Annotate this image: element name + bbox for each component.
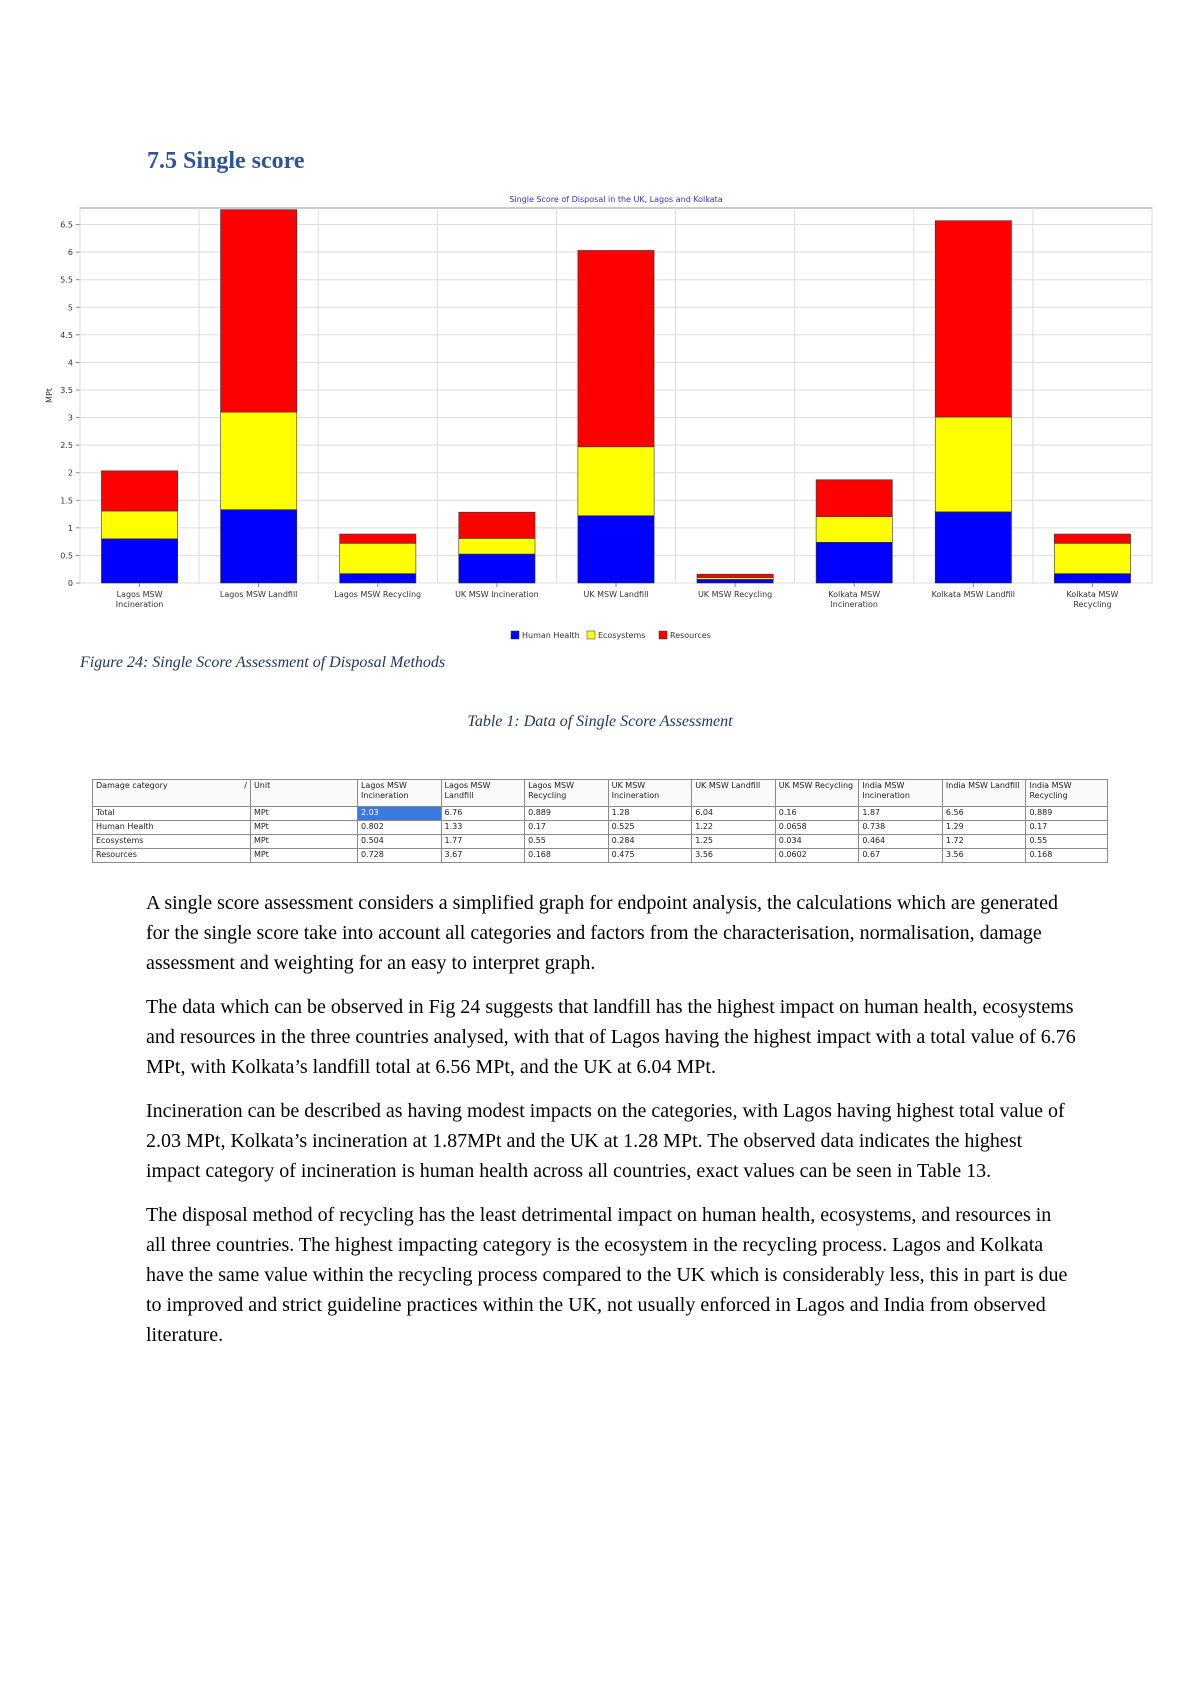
y-tick-label: 5 xyxy=(67,303,73,313)
table-row[interactable] xyxy=(93,835,1108,849)
table-cell[interactable]: 0.802 xyxy=(357,821,441,835)
x-tick-label: Incineration xyxy=(115,600,164,609)
table-cell[interactable]: 0.034 xyxy=(775,835,859,849)
bar-segment xyxy=(578,250,654,446)
table-cell[interactable]: MPt xyxy=(250,835,357,849)
x-tick-label: Recycling xyxy=(1073,600,1112,609)
table-header-cell[interactable] xyxy=(93,780,251,807)
table-cell[interactable]: 0.464 xyxy=(859,835,943,849)
table-cell[interactable]: 0.738 xyxy=(859,821,943,835)
figure-caption: Figure 24: Single Score Assessment of Disposal Methods xyxy=(80,654,446,671)
table-header-cell[interactable]: UK MSW Recycling xyxy=(775,780,859,807)
x-tick-label: UK MSW Incineration xyxy=(455,590,539,599)
bar-segment xyxy=(697,574,773,577)
x-tick-label: UK MSW Landfill xyxy=(583,590,649,599)
table-cell[interactable]: 0.889 xyxy=(1026,807,1108,821)
bar-segment xyxy=(221,412,297,510)
table-header-cell[interactable]: India MSW Landfill xyxy=(942,780,1026,807)
bar-segment xyxy=(340,543,416,573)
table-header-cell[interactable]: Lagos MSW Recycling xyxy=(525,780,609,807)
table-cell[interactable]: MPt xyxy=(250,821,357,835)
bar-segment xyxy=(816,480,892,517)
legend-label: Ecosystems xyxy=(598,631,646,640)
x-tick-label: Lagos MSW xyxy=(116,590,163,599)
table-cell[interactable]: 1.25 xyxy=(692,835,776,849)
table-cell[interactable]: 0.889 xyxy=(525,807,609,821)
header-label: Damage category xyxy=(96,781,168,790)
table-cell[interactable]: 1.22 xyxy=(692,821,776,835)
legend-label: Human Health xyxy=(522,631,580,640)
table-cell[interactable]: 6.04 xyxy=(692,807,776,821)
body-text xyxy=(146,888,1076,1364)
table-cell[interactable]: 0.17 xyxy=(1026,821,1108,835)
table-header-cell[interactable]: Unit xyxy=(250,780,357,807)
bar-segment xyxy=(221,210,297,412)
table-cell[interactable]: 1.29 xyxy=(942,821,1026,835)
y-tick-label: 0.5 xyxy=(60,551,73,561)
x-tick-label: Kolkata MSW Landfill xyxy=(931,590,1016,599)
table-row[interactable] xyxy=(93,821,1108,835)
table-header-row xyxy=(93,780,1108,807)
bar-segment xyxy=(1054,543,1130,573)
bar-segment xyxy=(816,542,892,583)
table-cell[interactable]: 1.72 xyxy=(942,835,1026,849)
table-header-cell[interactable]: India MSW Recycling xyxy=(1026,780,1108,807)
paragraph: Incineration can be described as having modest impacts on the categories, with Lagos having highest total value of 2.03 MPt, Kolkata’s incineration at 1.87MPt and the UK at 1.28 MPt. The observed data indicates the highest impact category of incineration is human health across all countries, exact values can be seen in Table 13. xyxy=(146,1100,1065,1182)
section-heading: 7.5 Single score xyxy=(147,148,305,174)
table-cell[interactable]: 0.728 xyxy=(357,849,441,863)
chart-svg xyxy=(40,190,1160,650)
bar-segment xyxy=(816,517,892,543)
y-tick-label: 1.5 xyxy=(60,496,73,506)
y-axis-label: MPt xyxy=(45,388,54,403)
sort-indicator: / xyxy=(244,781,247,790)
bar-segment xyxy=(101,471,177,511)
bar-segment xyxy=(221,510,297,583)
x-tick-label: Kolkata MSW xyxy=(828,590,881,599)
bar-segment xyxy=(101,511,177,539)
table-row[interactable] xyxy=(93,807,1108,821)
table-cell[interactable]: 0.475 xyxy=(608,849,692,863)
table-header-cell[interactable]: UK MSW Incineration xyxy=(608,780,692,807)
bar-segment xyxy=(459,554,535,583)
legend-swatch xyxy=(511,631,519,639)
table-cell[interactable]: 0.504 xyxy=(357,835,441,849)
x-tick-label: Lagos MSW Recycling xyxy=(334,590,422,599)
x-tick-label: Incineration xyxy=(830,600,879,609)
bar-segment xyxy=(101,539,177,583)
paragraph: A single score assessment considers a simplified graph for endpoint analysis, the calculations which are generated for the single score take into account all categories and factors from the characterisation, normalisation, damage assessment and weighting for an easy to interpret graph. xyxy=(146,892,1058,974)
single-score-table xyxy=(92,779,1108,863)
x-tick-label: UK MSW Recycling xyxy=(697,590,773,599)
bar-segment xyxy=(578,516,654,583)
table-cell-selected[interactable]: 2.03 xyxy=(357,807,441,821)
paragraph: The data which can be observed in Fig 24 suggests that landfill has the highest impact on human health, ecosystems and resources in the three countries analysed, with that of Lagos having the highest impact with a total value of 6.76 MPt, with Kolkata’s landfill total at 6.56 MPt, and the UK at 6.04 MPt. xyxy=(146,996,1076,1078)
y-tick-label: 2.5 xyxy=(60,441,73,451)
table-cell[interactable]: 0.17 xyxy=(525,821,609,835)
table-cell[interactable]: 1.77 xyxy=(441,835,525,849)
table-cell[interactable]: Human Health xyxy=(93,821,251,835)
bar-segment xyxy=(1054,574,1130,583)
table-cell[interactable]: MPt xyxy=(250,807,357,821)
table-cell[interactable]: Ecosystems xyxy=(93,835,251,849)
legend-label: Resources xyxy=(670,631,711,640)
table-cell[interactable]: 3.56 xyxy=(942,849,1026,863)
bar-segment xyxy=(459,512,535,538)
table-cell[interactable]: 0.0602 xyxy=(775,849,859,863)
table-header-cell[interactable]: UK MSW Landfill xyxy=(692,780,776,807)
y-tick-label: 3.5 xyxy=(60,385,73,395)
table-cell[interactable]: 0.16 xyxy=(775,807,859,821)
y-tick-label: 1 xyxy=(67,523,73,533)
table-cell[interactable]: 3.67 xyxy=(441,849,525,863)
legend-swatch xyxy=(587,631,595,639)
bar-segment xyxy=(935,512,1011,583)
y-tick-label: 2 xyxy=(67,468,73,478)
table-cell[interactable]: 0.525 xyxy=(608,821,692,835)
y-tick-label: 4.5 xyxy=(60,330,73,340)
bar-segment xyxy=(578,447,654,516)
table-cell[interactable]: 1.33 xyxy=(441,821,525,835)
table-cell[interactable]: Total xyxy=(93,807,251,821)
table-cell[interactable]: 0.67 xyxy=(859,849,943,863)
y-tick-label: 4 xyxy=(67,358,73,368)
table-cell[interactable]: Resources xyxy=(93,849,251,863)
y-tick-label: 6.5 xyxy=(60,220,73,230)
x-tick-label: Lagos MSW Landfill xyxy=(219,590,298,599)
table-cell[interactable]: 1.28 xyxy=(608,807,692,821)
table-cell[interactable]: 1.87 xyxy=(859,807,943,821)
table-cell[interactable]: 6.56 xyxy=(942,807,1026,821)
table-cell[interactable]: 0.55 xyxy=(1026,835,1108,849)
table-cell[interactable]: 0.284 xyxy=(608,835,692,849)
table-cell[interactable]: 6.76 xyxy=(441,807,525,821)
y-tick-label: 5.5 xyxy=(60,275,73,285)
table-cell[interactable]: 0.55 xyxy=(525,835,609,849)
table-header-cell[interactable]: Lagos MSW Incineration xyxy=(357,780,441,807)
y-tick-label: 3 xyxy=(67,413,73,423)
bar-segment xyxy=(1054,534,1130,543)
x-tick-label: Kolkata MSW xyxy=(1066,590,1119,599)
bar-segment xyxy=(935,221,1011,417)
table-cell[interactable]: 0.168 xyxy=(525,849,609,863)
bar-segment xyxy=(340,534,416,543)
table-caption: Table 1: Data of Single Score Assessment xyxy=(467,713,733,730)
table-cell[interactable]: 0.0658 xyxy=(775,821,859,835)
chart-title: Single Score of Disposal in the UK, Lagos and Kolkata xyxy=(509,195,723,204)
bar-segment xyxy=(340,574,416,583)
table-cell[interactable]: 0.168 xyxy=(1026,849,1108,863)
y-tick-label: 0 xyxy=(67,579,73,588)
table-header-cell[interactable]: India MSW Incineration xyxy=(859,780,943,807)
table-header-cell[interactable]: Lagos MSW Landfill xyxy=(441,780,525,807)
bar-segment xyxy=(459,538,535,554)
single-score-chart xyxy=(40,190,1160,650)
y-tick-label: 6 xyxy=(67,248,73,258)
bar-segment xyxy=(697,579,773,583)
table-cell[interactable]: 3.56 xyxy=(692,849,776,863)
table-row[interactable] xyxy=(93,849,1108,863)
legend-swatch xyxy=(659,631,667,639)
paragraph: The disposal method of recycling has the least detrimental impact on human health, ecosystems, and resources in all three countries. The highest impacting category is the ecosystem in the recycling process. Lagos and Kolkata have the same value within the recycling process compared to the UK which is considerably less, this in part is due to improved and strict guideline practices within the UK, not usually enforced in Lagos and India from observed literature. xyxy=(146,1204,1068,1346)
bar-segment xyxy=(935,417,1011,512)
table-cell[interactable]: MPt xyxy=(250,849,357,863)
